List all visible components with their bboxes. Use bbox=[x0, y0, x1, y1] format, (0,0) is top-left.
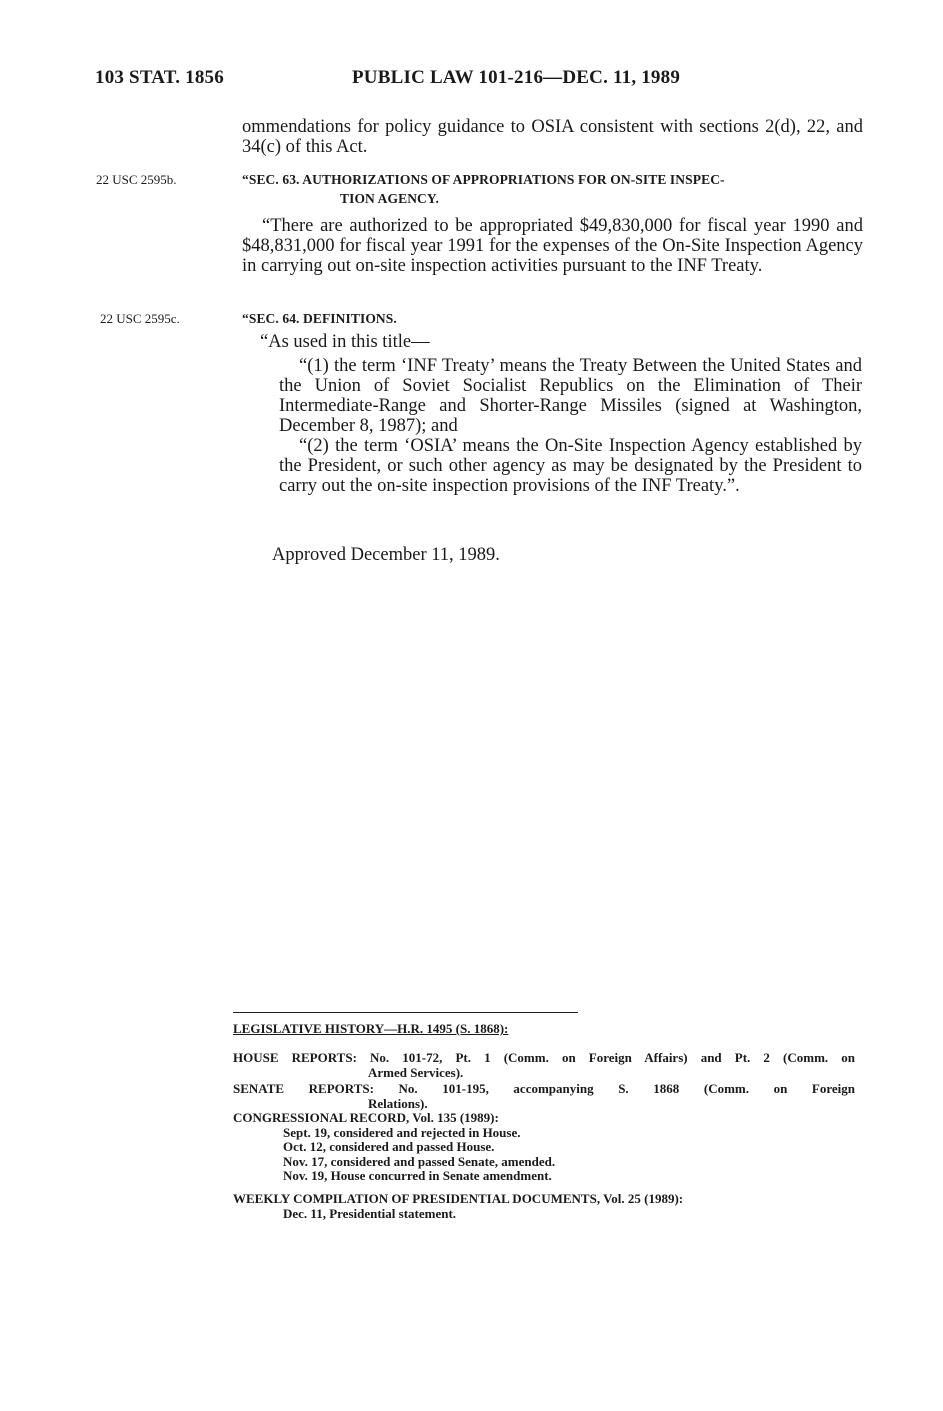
weekly-compilation bbox=[233, 1192, 855, 1221]
sec63-heading-line1: “SEC. 63. AUTHORIZATIONS OF APPROPRIATIONS FOR ON-SITE INSPEC- bbox=[242, 172, 725, 187]
house-reports-line1: HOUSE REPORTS: No. 101-72, Pt. 1 (Comm. on Foreign Affairs) and Pt. 2 (Comm. on bbox=[233, 1050, 855, 1065]
cr-item: Sept. 19, considered and rejected in House. bbox=[283, 1124, 521, 1140]
sec64-item-1: “(1) the term ‘INF Treaty’ means the Treaty Between the United States and the Union of Soviet Socialist Republics on the Elimination of Their Intermediate-Range and Shorter-Range Missiles (signed at Washington, December 8, 1987); and bbox=[279, 356, 862, 436]
page-reference: 103 STAT. 1856 bbox=[95, 67, 224, 88]
house-reports bbox=[233, 1051, 855, 1080]
senate-reports-line1: SENATE REPORTS: No. 101-195, accompanying S. 1868 (Comm. on Foreign bbox=[233, 1081, 855, 1096]
weekly-compilation-label: WEEKLY COMPILATION OF PRESIDENTIAL DOCUMENTS, Vol. 25 (1989): bbox=[233, 1191, 684, 1206]
congressional-record-label: CONGRESSIONAL RECORD, Vol. 135 (1989): bbox=[233, 1110, 499, 1125]
senate-reports bbox=[233, 1082, 855, 1111]
sec63-heading-line2: TION AGENCY. bbox=[340, 191, 439, 206]
sec63-heading bbox=[242, 170, 863, 208]
legislative-history-label: LEGISLATIVE HISTORY—H.R. 1495 (S. 1868): bbox=[233, 1021, 509, 1036]
legislative-history-title bbox=[233, 1022, 855, 1037]
senate-reports-line2: Relations). bbox=[368, 1095, 428, 1111]
margin-citation-sec64: 22 USC 2595c. bbox=[100, 311, 180, 326]
cr-item: Nov. 17, considered and passed Senate, amended. bbox=[283, 1153, 556, 1169]
footnote-rule bbox=[233, 1012, 578, 1013]
sec63-body: “There are authorized to be appropriated $49,830,000 for fiscal year 1990 and $48,831,000 for fiscal year 1991 for the expenses of the On-Site Inspection Agency in carrying out on-site inspection activities pursuant to the INF Treaty. bbox=[242, 216, 863, 276]
cr-item: Oct. 12, considered and passed House. bbox=[283, 1139, 495, 1155]
margin-citation-sec63: 22 USC 2595b. bbox=[96, 172, 177, 187]
sec64-item-2: “(2) the term ‘OSIA’ means the On-Site Inspection Agency established by the President, or such other agency as may be designated by the President to carry out the on-site inspection provisions of the INF Treaty.”. bbox=[279, 436, 862, 496]
congressional-record bbox=[233, 1111, 855, 1184]
sec64-intro: “As used in this title— bbox=[260, 332, 430, 352]
wc-item: Dec. 11, Presidential statement. bbox=[283, 1205, 457, 1221]
approval-date: Approved December 11, 1989. bbox=[272, 545, 500, 565]
cr-item: Nov. 19, House concurred in Senate amendment. bbox=[283, 1168, 552, 1184]
house-reports-line2: Armed Services). bbox=[368, 1064, 464, 1080]
continuation-paragraph: ommendations for policy guidance to OSIA consistent with sections 2(d), 22, and 34(c) of this Act. bbox=[242, 117, 863, 157]
sec64-heading: “SEC. 64. DEFINITIONS. bbox=[242, 311, 397, 326]
law-title: PUBLIC LAW 101-216—DEC. 11, 1989 bbox=[352, 67, 681, 88]
